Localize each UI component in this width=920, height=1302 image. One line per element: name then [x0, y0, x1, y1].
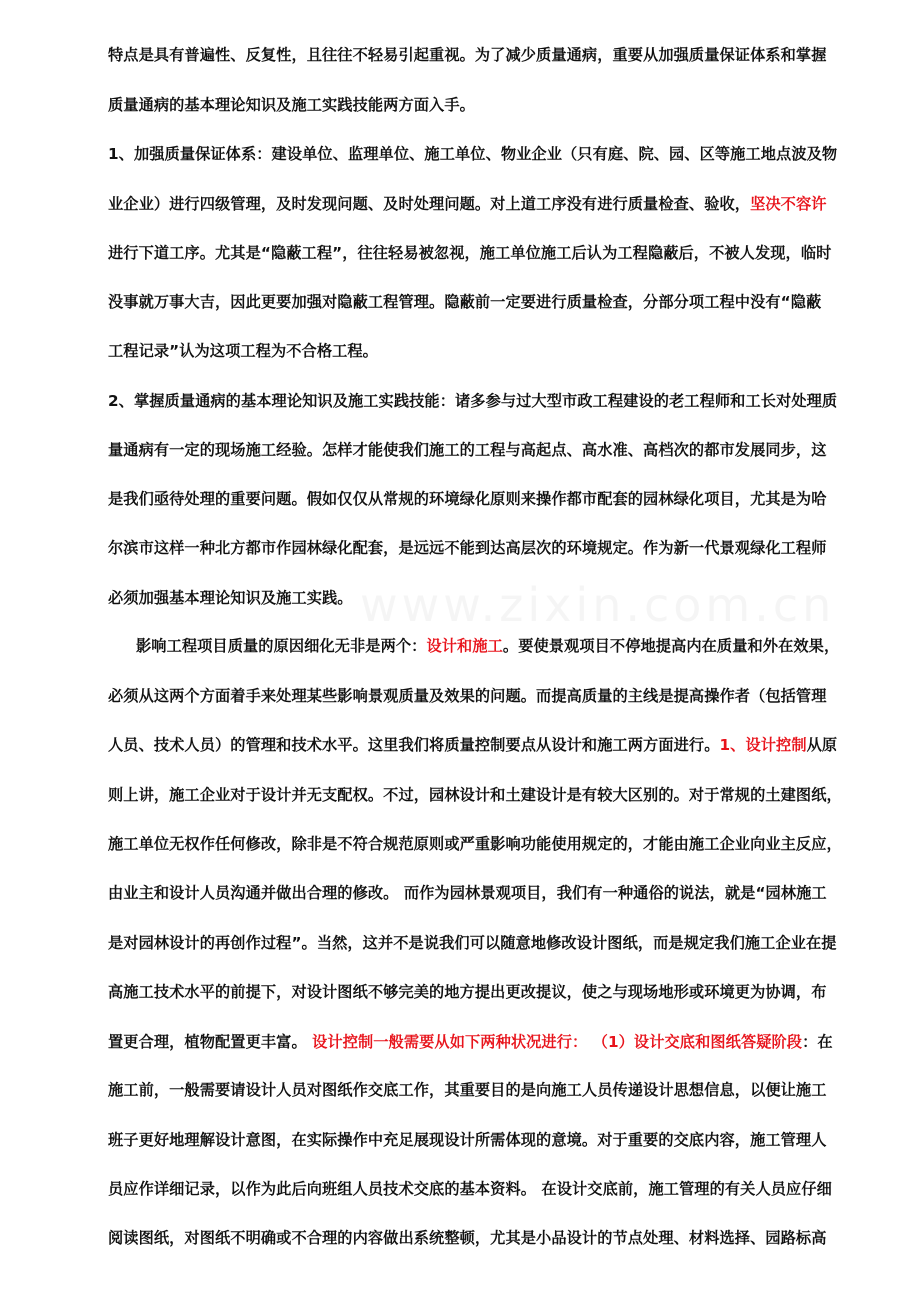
- body-text: 2、掌握质量通病的基本理论知识及施工实践技能：诸多参与过大型市政工程建设的老工程师和工长对处理质: [108, 392, 838, 410]
- body-text: 质量通病的基本理论知识及施工实践技能两方面入手。: [108, 96, 475, 114]
- body-text: 班子更好地理解设计意图，在实际操作中充足展现设计所需体现的意境。对于重要的交底内容，施工管理人: [108, 1131, 827, 1149]
- body-text: 量通病有一定的现场施工经验。怎样才能使我们施工的工程与高起点、高水准、高档次的都市发展同步，这: [108, 441, 827, 459]
- text-line: [108, 686, 878, 706]
- body-text: 人员、技术人员）的管理和技术水平。这里我们将质量控制要点从设计和施工两方面进行。: [108, 736, 720, 754]
- text-line: [108, 1228, 878, 1248]
- body-text: 是我们亟待处理的重要问题。假如仅仅从常规的环境绿化原则来操作都市配套的园林绿化项目，尤其是为哈: [108, 490, 827, 508]
- text-line: [108, 834, 878, 854]
- text-line: [108, 144, 878, 164]
- text-line: [108, 1130, 878, 1150]
- body-text: 尔滨市这样一种北方都市作园林绿化配套，是远远不能到达高层次的环境规定。作为新一代景观绿化工程师: [108, 539, 827, 557]
- text-line: [108, 194, 878, 214]
- text-line: [108, 341, 878, 361]
- text-line: [108, 1080, 878, 1100]
- text-line: [108, 933, 878, 953]
- body-text: ：在: [802, 1033, 833, 1051]
- emphasis-text: 设计和施工: [426, 637, 503, 655]
- text-line: [108, 95, 878, 115]
- body-text: 1、加强质量保证体系：建设单位、监理单位、施工单位、物业企业（只有庭、院、园、区等施工地点波及物: [108, 145, 838, 163]
- body-text: 置更合理，植物配置更丰富。: [108, 1033, 313, 1051]
- body-text: 特点是具有普遍性、反复性，且往往不轻易引起重视。为了减少质量通病，重要从加强质量保证体系和掌握: [108, 46, 827, 64]
- text-line: [108, 391, 878, 411]
- text-line: [108, 1032, 878, 1052]
- body-text: 员应作详细记录，以作为此后向班组人员技术交底的基本资料。 在设计交底前，施工管理的有关人员应仔细: [108, 1180, 832, 1198]
- emphasis-text: 坚决不容许: [750, 195, 827, 213]
- emphasis-text: 1、设计控制: [719, 736, 807, 754]
- body-text: 进行下道工序。尤其是“隐蔽工程”，往往轻易被忽视，施工单位施工后认为工程隐蔽后，不被人发现，临时: [108, 244, 832, 262]
- text-line: [108, 588, 878, 608]
- text-line: [136, 636, 878, 656]
- body-text: 业企业）进行四级管理，及时发现问题、及时处理问题。对上道工序没有进行质量检查、验收，: [108, 195, 751, 213]
- text-line: [108, 1179, 878, 1199]
- text-line: [108, 292, 878, 312]
- body-text: 必须从这两个方面着手来处理某些影响景观质量及效果的问题。而提高质量的主线是提高操作者（包括管理: [108, 687, 827, 705]
- text-line: [108, 538, 878, 558]
- body-text: 施工前，一般需要请设计人员对图纸作交底工作，其重要目的是向施工人员传递设计思想信息，以便让施工: [108, 1081, 827, 1099]
- body-text: 阅读图纸，对图纸不明确或不合理的内容做出系统整顿，尤其是小品设计的节点处理、材料选择、园路标高: [108, 1229, 827, 1247]
- emphasis-text: 设计控制一般需要从如下两种状况进行： （1）设计交底和图纸答疑阶段: [312, 1033, 803, 1051]
- text-line: [108, 489, 878, 509]
- body-text: 没事就万事大吉，因此更要加强对隐蔽工程管理。隐蔽前一定要进行质量检查，分部分项工程中没有“隐蔽: [108, 293, 822, 311]
- text-line: [108, 45, 878, 65]
- text-line: [108, 440, 878, 460]
- text-line: [108, 883, 878, 903]
- body-text: 工程记录”认为这项工程为不合格工程。: [108, 342, 378, 360]
- text-line: [108, 735, 878, 755]
- body-text: 施工单位无权作任何修改，除非是不符合规范原则或严重影响功能使用规定的，才能由施工企业向业主反应，: [108, 835, 842, 853]
- body-text: 由业主和设计人员沟通并做出合理的修改。 而作为园林景观项目，我们有一种通俗的说法，就是“园林施工: [108, 884, 827, 902]
- body-text: 。要使景观项目不停地提高内在质量和外在效果，: [502, 637, 840, 655]
- text-line: [108, 785, 878, 805]
- text-line: [108, 243, 878, 263]
- body-text: 影响工程项目质量的原因细化无非是两个：: [136, 637, 427, 655]
- body-text: 必须加强基本理论知识及施工实践。: [108, 589, 353, 607]
- body-text: 从原: [806, 736, 838, 754]
- watermark: www.zixin.com.cn: [360, 578, 836, 632]
- body-text: 则上讲，施工企业对于设计并无支配权。不过，园林设计和土建设计是有较大区别的。对于常规的土建图纸，: [108, 786, 842, 804]
- body-text: 高施工技术水平的前提下，对设计图纸不够完美的地方提出更改提议，使之与现场地形或环境更为协调，布: [108, 983, 827, 1001]
- body-text: 是对园林设计的再创作过程”。当然，这并不是说我们可以随意地修改设计图纸，而是规定我们施工企业在提: [108, 934, 837, 952]
- text-line: [108, 982, 878, 1002]
